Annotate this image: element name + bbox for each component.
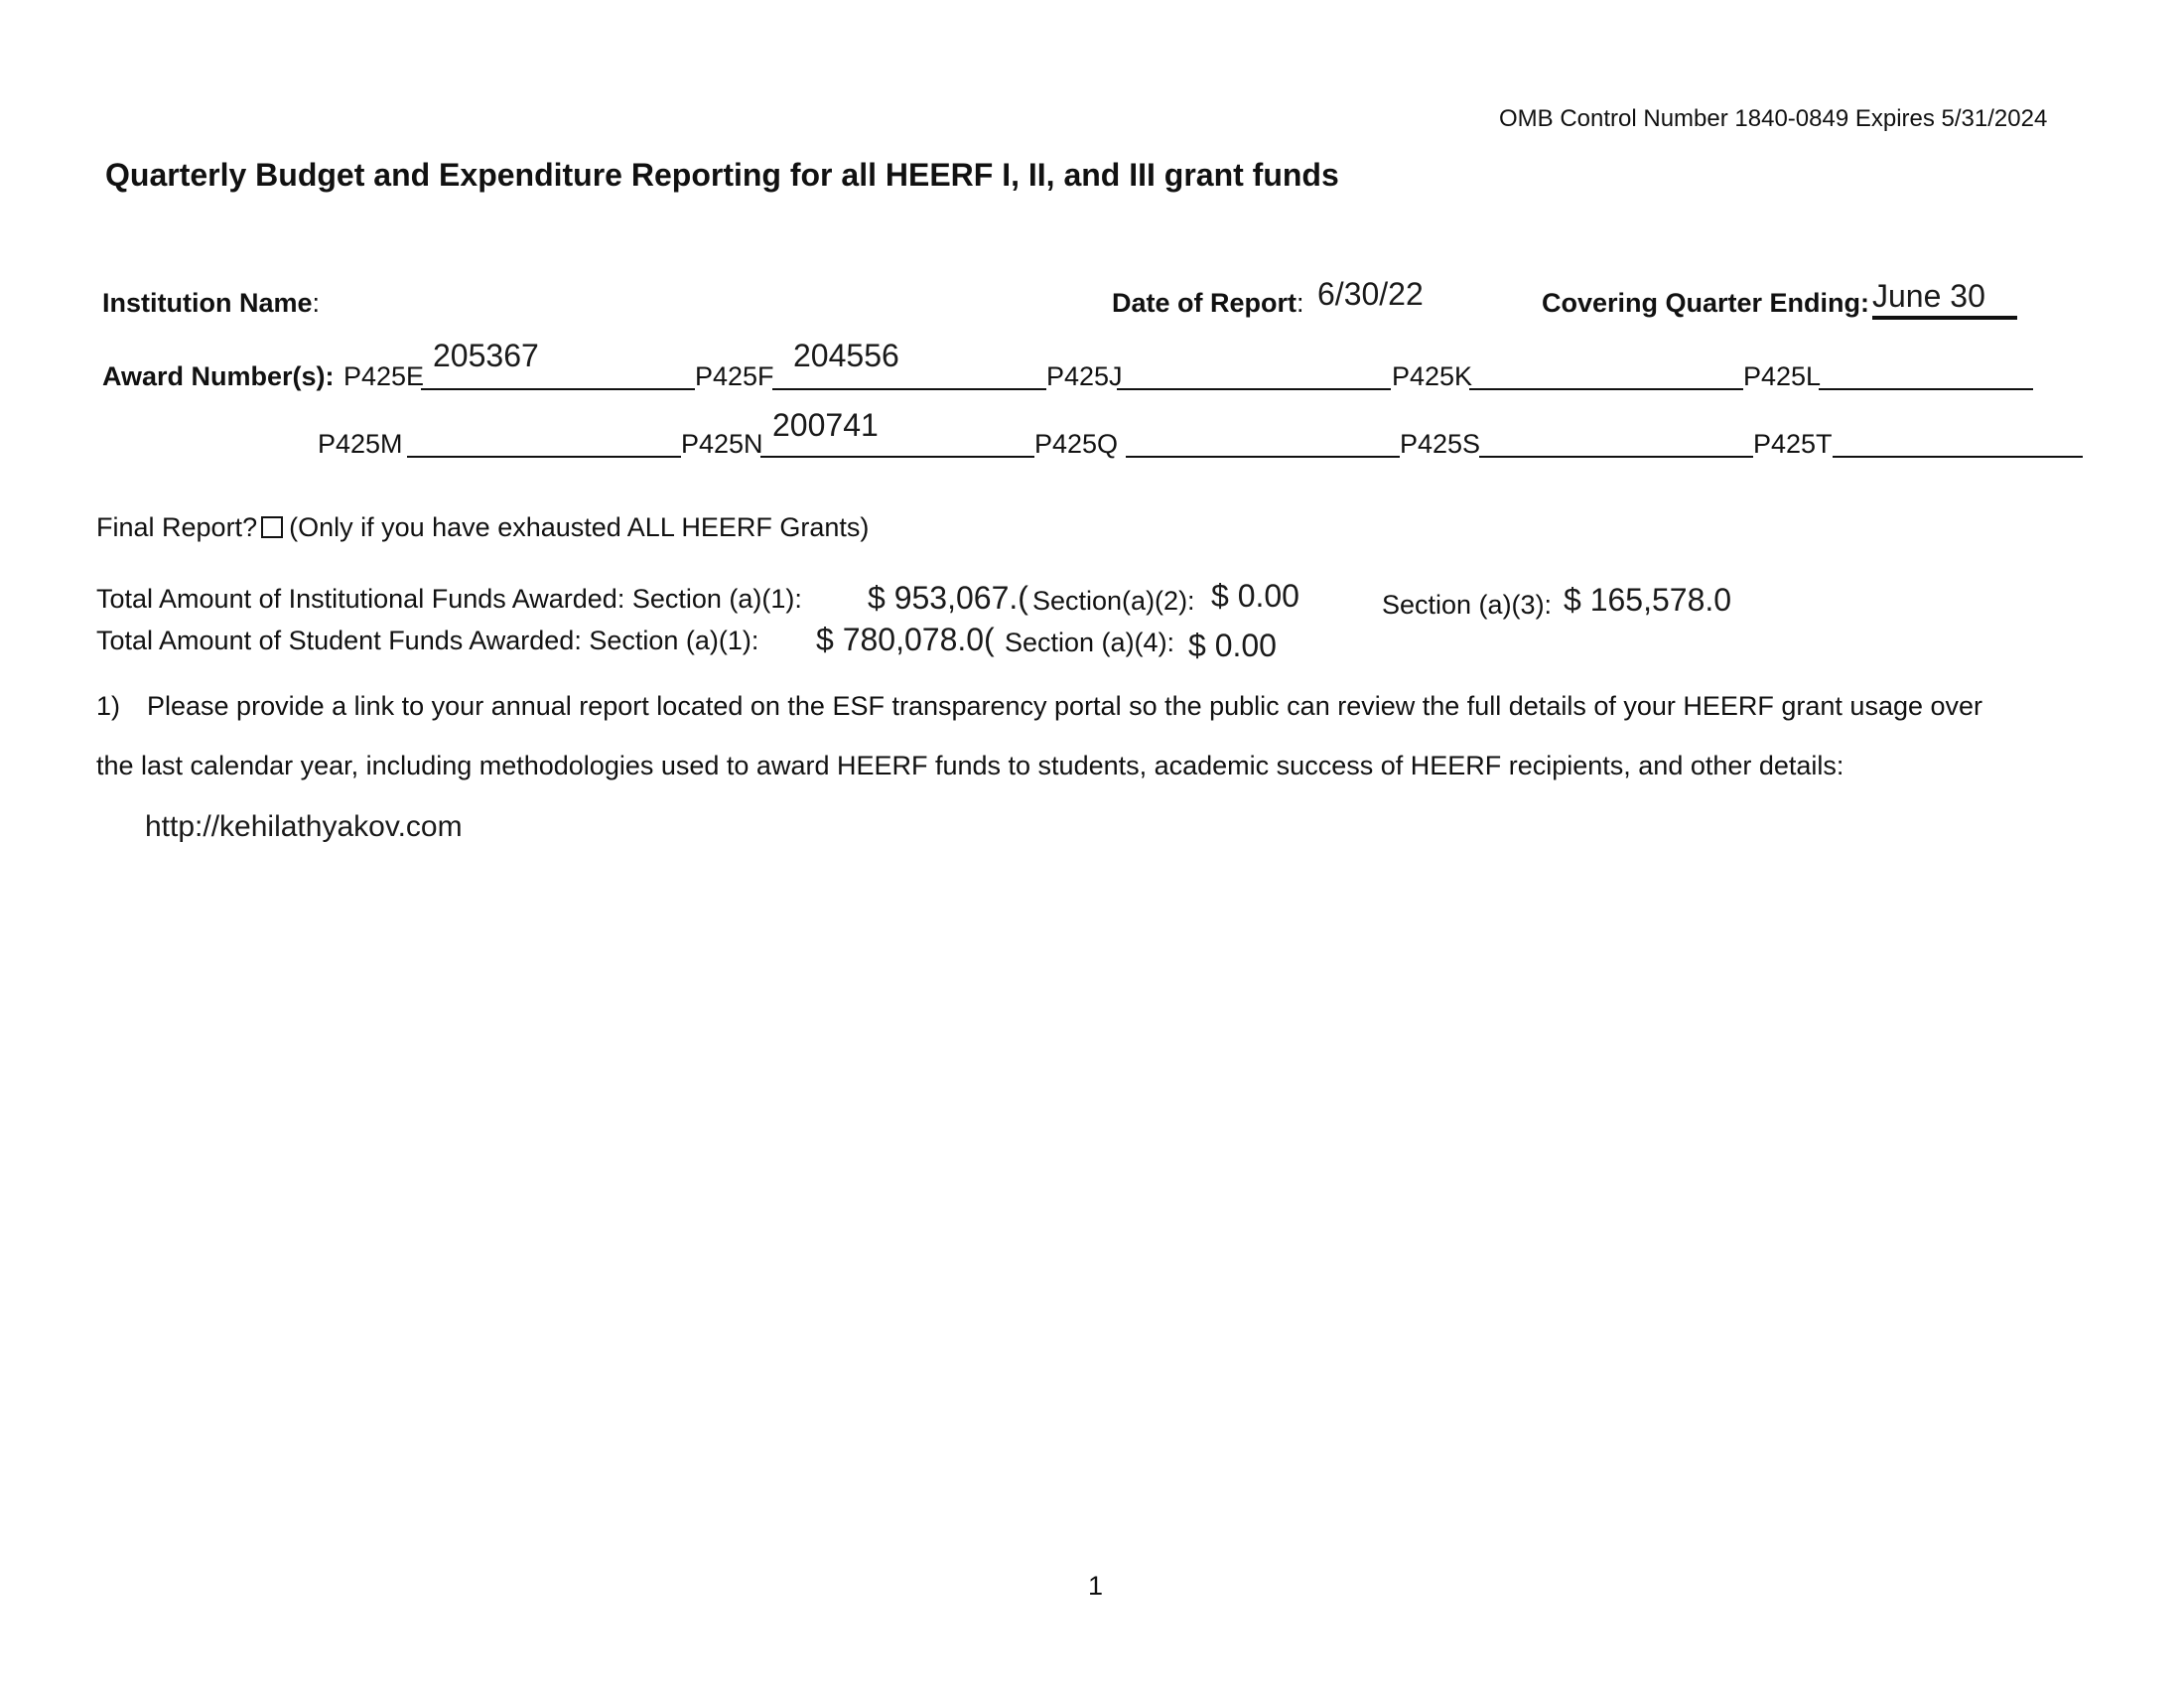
omb-control-number: OMB Control Number 1840-0849 Expires 5/31/2024 [1499, 105, 2048, 132]
award-code-p425j: P425J [1046, 361, 1123, 391]
date-of-report-value[interactable]: 6/30/22 [1317, 276, 1424, 312]
award-line-p425n [760, 456, 1034, 458]
award-line-p425k[interactable] [1469, 388, 1743, 390]
award-numbers-label: Award Number(s): [102, 361, 335, 391]
award-line-p425f [772, 388, 1046, 390]
page-title: Quarterly Budget and Expenditure Reporting for all HEERF I, II, and III grant funds [105, 157, 1339, 193]
date-of-report-label: Date of Report: [1112, 288, 1304, 318]
award-code-p425t: P425T [1753, 429, 1833, 459]
award-code-p425k: P425K [1392, 361, 1473, 391]
final-report-checkbox[interactable] [261, 516, 283, 538]
award-line-p425e [421, 388, 695, 390]
question-1-number: 1) [96, 691, 121, 721]
award-line-p425l[interactable] [1819, 388, 2033, 390]
award-code-p425f: P425F [695, 361, 774, 391]
institutional-a1-value[interactable]: $ 953,067.( [868, 580, 1028, 616]
institutional-a2-label: Section(a)(2): [1032, 586, 1195, 616]
award-line-p425s[interactable] [1479, 456, 1753, 458]
covering-quarter-underline [1872, 316, 2017, 320]
covering-quarter-label: Covering Quarter Ending: [1542, 288, 1870, 318]
final-report-note: (Only if you have exhausted ALL HEERF Grants) [289, 512, 870, 542]
institutional-a3-label: Section (a)(3): [1382, 590, 1553, 620]
award-value-p425f[interactable]: 204556 [793, 338, 899, 373]
award-code-p425n: P425N [681, 429, 763, 459]
final-report-label: Final Report? [96, 512, 258, 542]
award-code-p425q: P425Q [1034, 429, 1119, 459]
institutional-funds-label: Total Amount of Institutional Funds Awarded: Section (a)(1): [96, 584, 802, 614]
final-report-row [96, 512, 869, 543]
institutional-a2-value[interactable]: $ 0.00 [1211, 578, 1299, 614]
award-value-p425n[interactable]: 200741 [772, 407, 879, 443]
award-code-p425s: P425S [1400, 429, 1481, 459]
institution-name-label: Institution Name: [102, 288, 321, 318]
student-a4-label: Section (a)(4): [1005, 628, 1175, 657]
student-funds-label: Total Amount of Student Funds Awarded: Section (a)(1): [96, 626, 759, 655]
institutional-a3-value[interactable]: $ 165,578.0 [1564, 582, 1732, 618]
award-line-p425q[interactable] [1126, 456, 1400, 458]
covering-quarter-value[interactable]: June 30 [1872, 278, 1985, 314]
award-value-p425e[interactable]: 205367 [433, 338, 539, 373]
award-code-p425l: P425L [1743, 361, 1822, 391]
award-code-p425m: P425M [318, 429, 403, 459]
award-line-p425t[interactable] [1833, 456, 2083, 458]
award-line-p425j[interactable] [1117, 388, 1391, 390]
annual-report-link[interactable]: http://kehilathyakov.com [145, 810, 463, 843]
student-a1-value[interactable]: $ 780,078.0( [816, 622, 995, 657]
award-code-p425e: P425E [343, 361, 425, 391]
award-line-p425m[interactable] [407, 456, 681, 458]
page-number: 1 [1088, 1571, 1104, 1601]
question-1-line2: the last calendar year, including methodologies used to award HEERF funds to students, academic success of HEERF recipients, and other details: [96, 751, 1844, 780]
question-1-line1: Please provide a link to your annual report located on the ESF transparency portal so the public can review the full details of your HEERF grant usage over [147, 691, 1983, 721]
student-a4-value[interactable]: $ 0.00 [1188, 628, 1277, 663]
